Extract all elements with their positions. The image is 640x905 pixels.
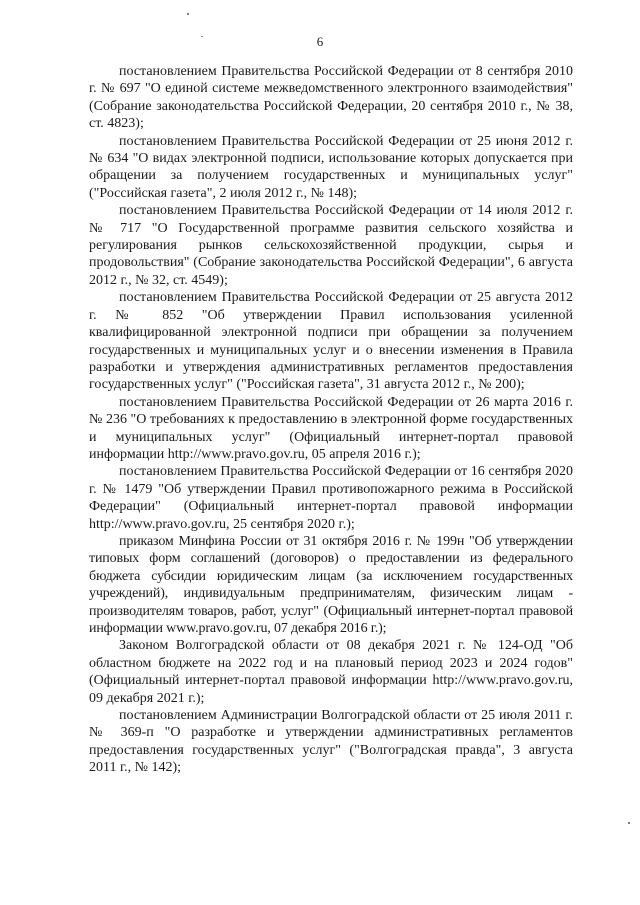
scan-speck <box>187 13 189 15</box>
document-body <box>89 63 573 777</box>
paragraph-decree-697: постановлением Правительства Российской Федерации от 8 сентября 2010 г. № 697 "О единой системе межведомственного электронного взаимодействия" (Собрание законодательства Российской Федерации, 20 сентября 2010 г., № 38, ст. 4823); <box>89 64 573 132</box>
paragraph-order-199n: приказом Минфина России от 31 октября 2016 г. № 199н "Об утверждении типовых форм соглашений (договоров) о предоставлении из федерального бюджета субсидии юридическим лицам (за исключением государственных учреждений), индивидуальным предпринимателям, физическим лицам - производителям товаров, работ, услуг" (Официальный интернет-портал правовой информации www.pravo.gov.ru, 07 декабря 2016 г.); <box>89 533 573 636</box>
paragraph-decree-236: постановлением Правительства Российской Федерации от 26 марта 2016 г. № 236 "О требованиях к предоставлению в электронной форме государственных и муниципальных услуг" (Официальный интернет-портал правовой информации http://www.pravo.gov.ru, 05 апреля 2016 г.); <box>89 394 573 462</box>
paragraph-decree-717: постановлением Правительства Российской Федерации от 14 июля 2012 г. № 717 "О Государственной программе развития сельского хозяйства и регулирования рынков сельскохозяйственной продукции, сырья и продовольствия" (Собрание законодательства Российской Федерации", 6 августа 2012 г., № 32, ст. 4549); <box>89 203 573 288</box>
scan-speck <box>628 822 630 824</box>
paragraph-law-124-od: Законом Волгоградской области от 08 декабря 2021 г. № 124-ОД "Об областном бюджете на 2022 год и на плановый период 2023 и 2024 годов" (Официальный интернет-портал правовой информации http://www.pravo.gov.ru, 09 декабря 2021 г.); <box>89 638 573 706</box>
paragraph-decree-369-p: постановлением Администрации Волгоградской области от 25 июля 2011 г. № 369-п "О разработке и утверждении административных регламентов предоставления государственных услуг" ("Волгоградская правда", 3 августа 2011 г., № 142); <box>89 708 573 776</box>
paragraph-decree-634: постановлением Правительства Российской Федерации от 25 июня 2012 г. № 634 "О видах электронной подписи, использование которых допускается при обращении за получением государственных и муниципальных услуг" ("Российская газета", 2 июля 2012 г., № 148); <box>89 133 573 201</box>
page-number: 6 <box>316 34 324 49</box>
paragraph-decree-1479: постановлением Правительства Российской Федерации от 16 сентября 2020 г. № 1479 "Об утверждении Правил противопожарного режима в Российской Федерации" (Официальный интернет-портал правовой информации http://www.pravo.gov.ru, 25 сентября 2020 г.); <box>89 464 573 532</box>
paragraph-decree-852: постановлением Правительства Российской Федерации от 25 августа 2012 г. № 852 "Об утверждении Правил использования усиленной квалифицированной электронной подписи при обращении за получением государственных и муниципальных услуг и о внесении изменения в Правила разработки и утверждения административных регламентов предоставления государственных услуг" ("Российская газета", 31 августа 2012 г., № 200); <box>89 290 573 393</box>
